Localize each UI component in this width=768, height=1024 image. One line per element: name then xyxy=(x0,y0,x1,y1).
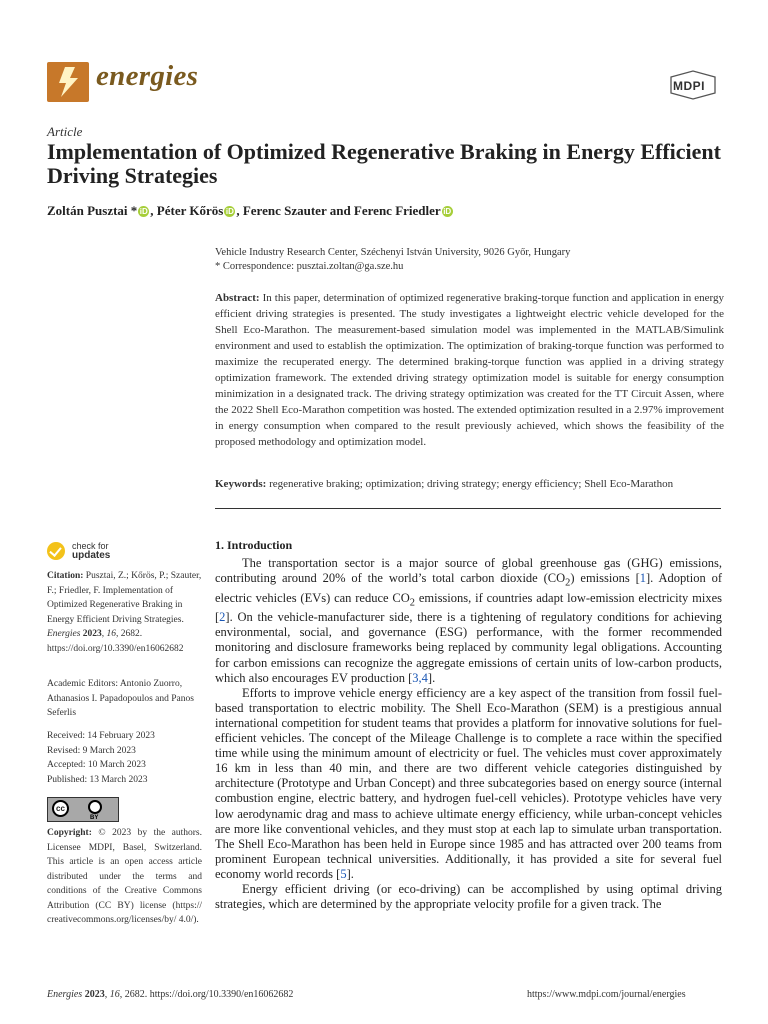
person-icon xyxy=(88,800,102,814)
citation-block: Citation: Pusztai, Z.; Kőrös, P.; Szauter, F.; Friedler, F. Implementation of Optimized Regenerative Braking in Energy Efficient Driving Strategies. Energies 2023, 16, 2682. https://doi.org/10.3390/en16062682 xyxy=(47,571,202,654)
accepted-date: Accepted: 10 March 2023 xyxy=(47,760,146,770)
author-list xyxy=(47,203,454,219)
footer-year: 2023 xyxy=(84,989,105,1000)
cc-icon: cc xyxy=(52,800,69,817)
author-name[interactable]: Zoltán Pusztai * xyxy=(47,203,138,218)
paragraph: Energy efficient driving (or eco-driving) can be accomplished by using optimal driving strategies, which are determined by the appropriate velocity profile for a given track. The xyxy=(215,881,722,912)
affiliation-block xyxy=(215,246,570,274)
author-separator: , xyxy=(150,203,157,218)
publisher-logo[interactable] xyxy=(667,70,719,100)
paragraph: The transportation sector is a major source of global greenhouse gas (GHG) emissions, contributing around 20% of the world’s total carbon dioxide $(CO_2)$ emissions [1]. Adoption of electric vehicles (EVs) can reduce $CO_2$ emissions, if countries adapt low-emission electricity mixes [2]. On the vehicle-manufacturer side, there is a tightening of regulatory conditions for achieving environmental, social, and governance (ESG) performance, with the former recommended monitoring and disclosure frameworks being replaced by community legal obligations. Accounting for carbon emissions can recognize the aggregate emissions of certain units of low-carbon products, which also encourages EV production [3,4]. xyxy=(215,556,723,685)
dates-block xyxy=(47,729,202,787)
section-heading: 1. Introduction xyxy=(215,538,293,552)
published-date: Published: 13 March 2023 xyxy=(47,774,148,785)
footer-doi[interactable]: , 2682. https://doi.org/10.3390/en16062682 xyxy=(119,989,294,1000)
citation-link[interactable]: 2 xyxy=(219,610,226,625)
cc-by-label: BY xyxy=(90,815,99,821)
journal-name[interactable]: energies xyxy=(96,60,199,92)
citation-year: 2023 xyxy=(82,629,102,639)
abstract-label: Abstract: xyxy=(215,292,260,304)
check-label-2: updates xyxy=(72,550,111,562)
citation-label: Citation: xyxy=(47,571,84,581)
article-title: Implementation of Optimized Regenerative Braking in Energy Efficient Driving Strategies xyxy=(47,139,721,188)
copyright-label: Copyright: xyxy=(47,828,92,838)
citation-doi[interactable]: , 2682. https://doi.org/10.3390/en16062682 xyxy=(47,629,184,654)
lightning-icon xyxy=(47,62,89,102)
copyright-block xyxy=(47,826,202,928)
paragraph: Efforts to improve vehicle energy efficiency are a key aspect of the transition from fossil fuel-based transportation to electric mobility. The Shell Eco-Marathon (SEM) is a prestigious annual international competition for student teams that provides a platform for innovative solutions for fuel-efficient vehicles. The concept of the Mileage Challenge is to complete a race within the specified time while using the minimum amount of electricity or fuel. The vehicles must cover approximately 16 km in less than 40 min, and there are two different vehicle categories distinguished by architecture (Prototype and Urban Concept) and three subcategories based on energy source (internal combustion engine, electric battery, and hydrogen fuel-cell vehicles). Prototype vehicles have very low aerodynamic drag and mass to achieve ultimate energy efficiency, while urban-concept vehicles are more like conventional vehicles, and they must stop at each lap to simulate urban transportation. The Shell Eco-Marathon has been held in Europe since 1985 and has attracted over 200 teams from prominent European technical universities. Additionally, it has provided a site for several fuel economy world records [5]. xyxy=(215,685,722,881)
abstract xyxy=(215,290,724,450)
check-label-1: check for xyxy=(72,541,109,552)
citation-journal: Energies xyxy=(47,629,81,639)
author-name[interactable]: Péter Kőrös xyxy=(156,203,224,218)
abstract-text: In this paper, determination of optimized regenerative braking-torque function and application in energy efficient driving strategies is presented. The study investigates a lightweight electric vehicle developed for the Shell Eco-Marathon. The measurement-based simulation model was implemented in the MATLAB/Simulink environment and used to establish the optimization. The optimization of braking-torque function was performed to maximize the recuperated energy. The determined braking-torque function was applied in a driving strategy optimization framework. The extended driving strategy optimization model is suitable for energy consumption minimization in a designated track. The driving strategy optimization was created for the TT Circuit Assen, where the 2022 Shell Eco-Marathon competition was hosted. The extended optimization resulted in a 2.97% improvement in energy consumption when compared to the result previously achieved, which shows the feasibility of the proposed methodology and optimization model. xyxy=(215,292,725,448)
citation-text: Pusztai, Z.; Kőrös, P.; Szauter, F.; Friedler, F. Implementation of Optimized Regenerative Braking in Energy Efficient Driving Strategies. xyxy=(47,571,202,625)
received-date: Received: 14 February 2023 xyxy=(47,731,155,741)
checkmark-icon xyxy=(47,542,65,560)
citation-link[interactable]: 5 xyxy=(340,866,347,881)
divider xyxy=(215,508,721,509)
citation-link[interactable]: 3,4 xyxy=(412,670,428,685)
footer-journal: Energies xyxy=(47,989,83,1000)
check-for-updates-button[interactable] xyxy=(47,542,110,560)
publisher-name: MDPI xyxy=(673,79,705,93)
keywords xyxy=(215,477,727,492)
orcid-icon[interactable]: iD xyxy=(443,207,452,216)
academic-editors: Academic Editors: Antonio Zuorro, Athanasios I. Papadopoulos and Panos Seferlis xyxy=(47,679,194,718)
cc-by-license-badge[interactable] xyxy=(47,797,119,822)
keywords-label: Keywords: xyxy=(215,478,267,490)
citation-volume: 16 xyxy=(106,629,117,639)
article-type: Article xyxy=(47,124,83,139)
introduction-body xyxy=(215,556,722,912)
footer-citation: Energies 2023, 16, 2682. https://doi.org/10.3390/en16062682 xyxy=(47,989,294,1000)
citation-link[interactable]: 1 xyxy=(639,571,647,586)
footer-volume: 16 xyxy=(109,989,120,1000)
copyright-text: © 2023 by the authors. Licensee MDPI, Basel, Switzerland. This article is an open access article distributed under the terms and conditions of the Creative Commons Attribution (CC BY) license (https:// creativecommons.org/licenses/by/ 4.0/). xyxy=(47,828,203,925)
author-name[interactable]: Ferenc Szauter and Ferenc Friedler xyxy=(242,203,441,218)
keywords-text: regenerative braking; optimization; driving strategy; energy efficiency; Shell Eco-Marathon xyxy=(269,478,674,490)
footer-journal-url[interactable]: https://www.mdpi.com/journal/energies xyxy=(527,989,686,1000)
orcid-icon[interactable]: iD xyxy=(225,207,234,216)
correspondence: * Correspondence: pusztai.zoltan@ga.sze.hu xyxy=(215,261,404,272)
affiliation: Vehicle Industry Research Center, Széchenyi István University, 9026 Győr, Hungary xyxy=(215,247,571,258)
revised-date: Revised: 9 March 2023 xyxy=(47,745,136,756)
author-separator: , xyxy=(236,203,243,218)
journal-logo xyxy=(47,62,89,102)
orcid-icon[interactable]: iD xyxy=(139,207,148,216)
